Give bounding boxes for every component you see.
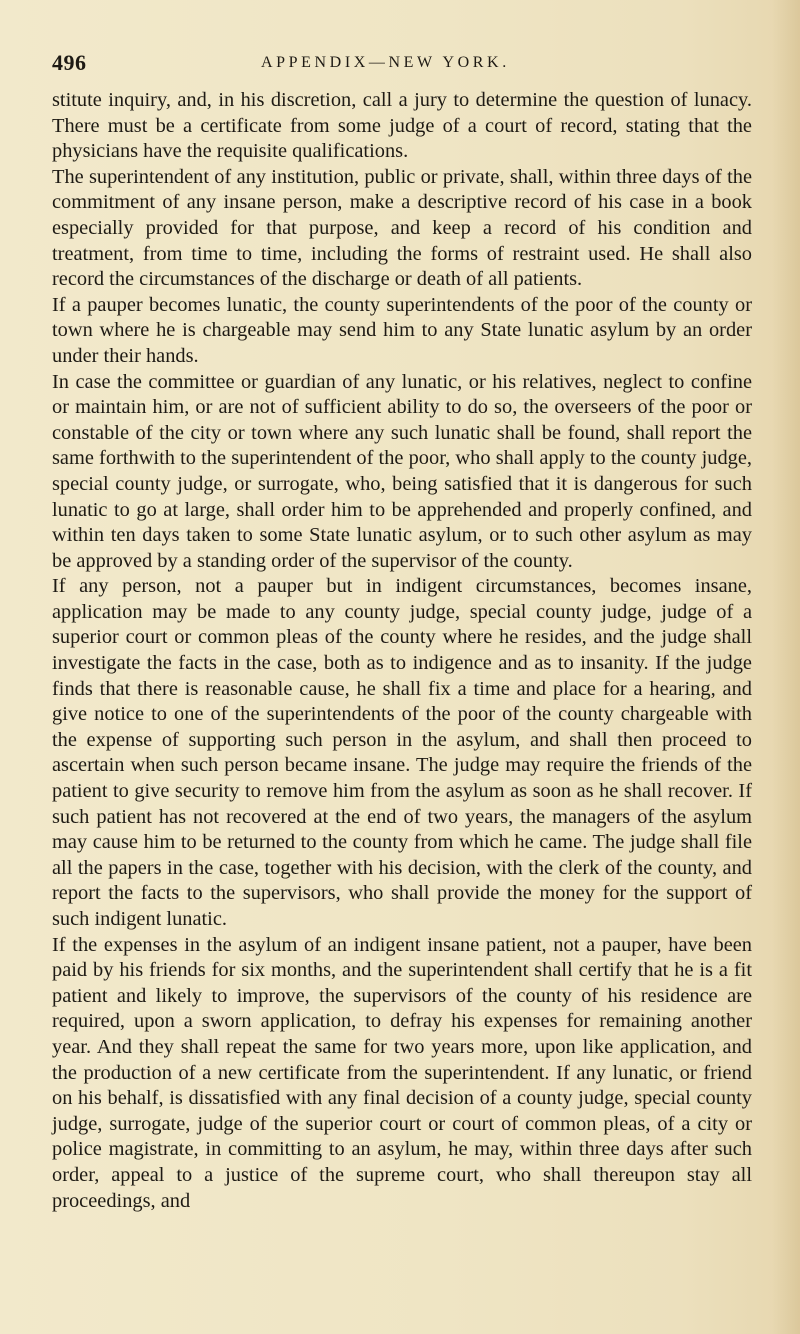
- paragraph: In case the committee or guardian of any lunatic, or his relatives, neglect to confine or maintain him, or are not of sufficient ability to do so, the overseers of the poor or constable of the city or town where any such lunatic shall be found, shall report the same forthwith to the superintendent of the poor, who shall apply to the county judge, special county judge, or surrogate, who, being satisfied that it is dangerous for such lunatic to go at large, shall order him to be apprehended and properly confined, and within ten days taken to some State lunatic asylum, or to such other asylum as may be approved by a standing order of the supervisor of the county.: [52, 370, 752, 572]
- running-head: [52, 50, 752, 80]
- paragraph: stitute inquiry, and, in his discretion, call a jury to determine the question of lunacy. There must be a certificate from some judge of a court of record, stating that the physicians have the requisite qualifications.: [52, 89, 752, 163]
- paragraph: If a pauper becomes lunatic, the county superintendents of the poor of the county or town where he is chargeable may send him to any State lunatic asylum by an order under their hands.: [52, 293, 752, 367]
- paragraph: If the expenses in the asylum of an indigent insane patient, not a pauper, have been paid by his friends for six months, and the superintendent shall certify that he is a fit patient and likely to improve, the supervisors of the county of his residence are required, upon a sworn application, to defray his expenses for remaining another year. And they shall repeat the same for two years more, upon like application, and the production of a new certificate from the superintendent. If any lunatic, or friend on his behalf, is dissatisfied with any final decision of a county judge, special county judge, surrogate, judge of the superior court or court of common pleas, of a city or police magistrate, in committing to an asylum, he may, within three days after such order, appeal to a justice of the supreme court, who shall thereupon stay all proceedings, and: [52, 933, 752, 1212]
- body-text: [52, 88, 752, 1214]
- paragraph: The superintendent of any institution, public or private, shall, within three days of the commitment of any insane person, make a descriptive record of his case in a book especially provided for that purpose, and keep a record of his condition and treatment, from time to time, including the forms of restraint used. He shall also record the circumstances of the discharge or death of all patients.: [52, 165, 752, 291]
- running-head-title: APPENDIX—NEW YORK.: [261, 54, 510, 71]
- page-number: 496: [52, 50, 87, 75]
- paragraph: If any person, not a pauper but in indigent circumstances, becomes insane, application may be made to any county judge, special county judge, judge of a superior court or common pleas of the county where he resides, and the judge shall investigate the facts in the case, both as to indigence and as to insanity. If the judge finds that there is reasonable cause, he shall fix a time and place for a hearing, and give notice to one of the superintendents of the poor of the county chargeable with the expense of supporting such person in the asylum, and shall then proceed to ascertain when such person became insane. The judge may require the friends of the patient to give security to remove him from the asylum as soon as he shall recover. If such patient has not recovered at the end of two years, the managers of the asylum may cause him to be returned to the county from which he came. The judge shall file all the papers in the case, together with his decision, with the clerk of the county, and report the facts to the supervisors, who shall provide the money for the support of such indigent lunatic.: [52, 575, 752, 930]
